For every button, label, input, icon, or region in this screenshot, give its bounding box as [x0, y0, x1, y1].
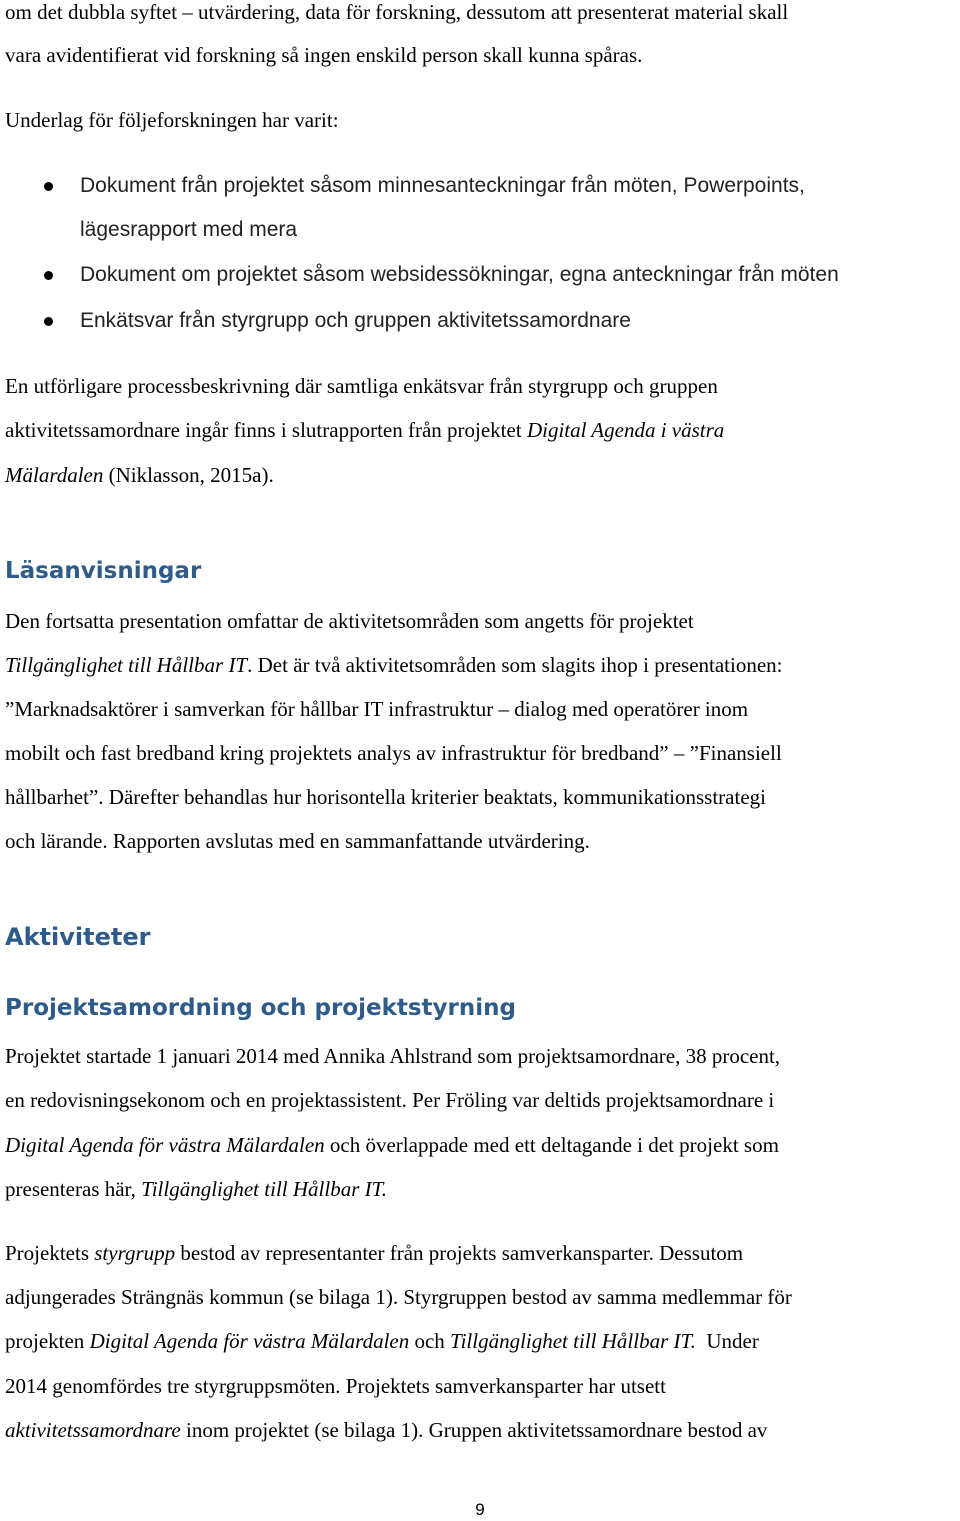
paragraph-text: Projektets: [5, 1241, 95, 1265]
bullet-item-3: Enkätsvar från styrgrupp och gruppen aktivitetssamordnare: [80, 309, 631, 332]
projektsamordning-p2-line-1: [5, 1241, 743, 1265]
process-text: aktivitetssamordnare ingår finns i slutrapporten från projektet: [5, 418, 527, 442]
projektsamordning-p1-line-3: [5, 1133, 779, 1157]
paragraph-text: och: [409, 1329, 451, 1353]
citation: (Niklasson, 2015a).: [103, 463, 274, 487]
underlag-paragraph: Underlag för följeforskningen har varit:: [5, 108, 339, 132]
project-title: Digital Agenda för västra Mälardalen: [89, 1329, 410, 1353]
lasanvisningar-line-5: hållbarhet”. Därefter behandlas hur horisontella kriterier beaktats, kommunikationsstrategi: [5, 785, 766, 809]
lasanvisningar-line-3: ”Marknadsaktörer i samverkan för hållbar IT infrastruktur – dialog med operatörer inom: [5, 697, 749, 721]
projektsamordning-p1-line-2: en redovisningsekonom och en projektassistent. Per Fröling var deltids projektsamordnare i: [5, 1088, 775, 1112]
paragraph-text: projekten: [5, 1329, 90, 1353]
projektsamordning-p2-line-4: 2014 genomfördes tre styrgruppsmöten. Projektets samverkansparter har utsett: [5, 1374, 666, 1398]
paragraph-text: inom projektet (se bilaga 1). Gruppen aktivitetssamordnare bestod av: [180, 1418, 768, 1442]
projektsamordning-p2-line-3: [5, 1329, 759, 1353]
paragraph-text: presenteras här,: [5, 1177, 142, 1201]
intro-line-2: vara avidentifierat vid forskning så ingen enskild person skall kunna spåras.: [5, 43, 643, 67]
lasanvisningar-line-4: mobilt och fast bredband kring projektets analys av infrastruktur för bredband” – ”Finansiell: [5, 741, 782, 765]
section-heading-aktiviteter: Aktiviteter: [5, 923, 151, 951]
intro-line-1: om det dubbla syftet – utvärdering, data för forskning, dessutom att presenterat material skall: [5, 0, 789, 24]
bullet-icon: [44, 182, 53, 191]
lasanvisningar-line-6: och lärande. Rapporten avslutas med en sammanfattande utvärdering.: [5, 829, 590, 853]
subsection-heading-projektsamordning: Projektsamordning och projektstyrning: [5, 995, 516, 1021]
process-line-3: [5, 463, 274, 487]
process-line-2: [5, 418, 724, 442]
project-title: Tillgänglighet till Hållbar IT.: [450, 1329, 696, 1353]
emphasis-term: aktivitetssamordnare: [5, 1418, 181, 1442]
page-number: 9: [475, 1500, 485, 1519]
section-heading-lasanvisningar: Läsanvisningar: [5, 558, 202, 584]
project-title: Digital Agenda för västra Mälardalen: [5, 1133, 325, 1157]
process-line-1: En utförligare processbeskrivning där samtliga enkätsvar från styrgrupp och gruppen: [5, 374, 718, 398]
bullet-item-2: Dokument om projektet såsom websidessökningar, egna anteckningar från möten: [80, 263, 839, 286]
paragraph-text: Under: [695, 1329, 759, 1353]
project-title: Tillgänglighet till Hållbar IT: [5, 653, 248, 677]
project-title: Digital Agenda i västra: [526, 418, 725, 442]
paragraph-text: och överlappade med ett deltagande i det projekt som: [324, 1133, 779, 1157]
lasanvisningar-line-2: [5, 653, 783, 677]
projektsamordning-p2-line-2: adjungerades Strängnäs kommun (se bilaga 1). Styrgruppen bestod av samma medlemmar för: [5, 1285, 792, 1309]
lasanvisningar-line-1: Den fortsatta presentation omfattar de aktivitetsområden som angetts för projektet: [5, 609, 694, 633]
projektsamordning-p1-line-4: [5, 1177, 387, 1201]
bullet-item-1-line-2: lägesrapport med mera: [80, 218, 298, 241]
paragraph-text: bestod av representanter från projekts samverkansparter. Dessutom: [175, 1241, 744, 1265]
projektsamordning-p1-line-1: Projektet startade 1 januari 2014 med Annika Ahlstrand som projektsamordnare, 38 procent,: [5, 1044, 781, 1068]
bullet-icon: [44, 317, 53, 326]
project-title: Mälardalen: [5, 463, 104, 487]
projektsamordning-p2-line-5: [5, 1418, 767, 1442]
lasanvisningar-text: . Det är två aktivitetsområden som slagits ihop i presentationen:: [247, 653, 783, 677]
bullet-item-1-line-1: Dokument från projektet såsom minnesanteckningar från möten, Powerpoints,: [80, 174, 805, 197]
emphasis-term: styrgrupp: [94, 1241, 176, 1265]
bullet-icon: [44, 271, 53, 280]
project-title: Tillgänglighet till Hållbar IT.: [141, 1177, 387, 1201]
